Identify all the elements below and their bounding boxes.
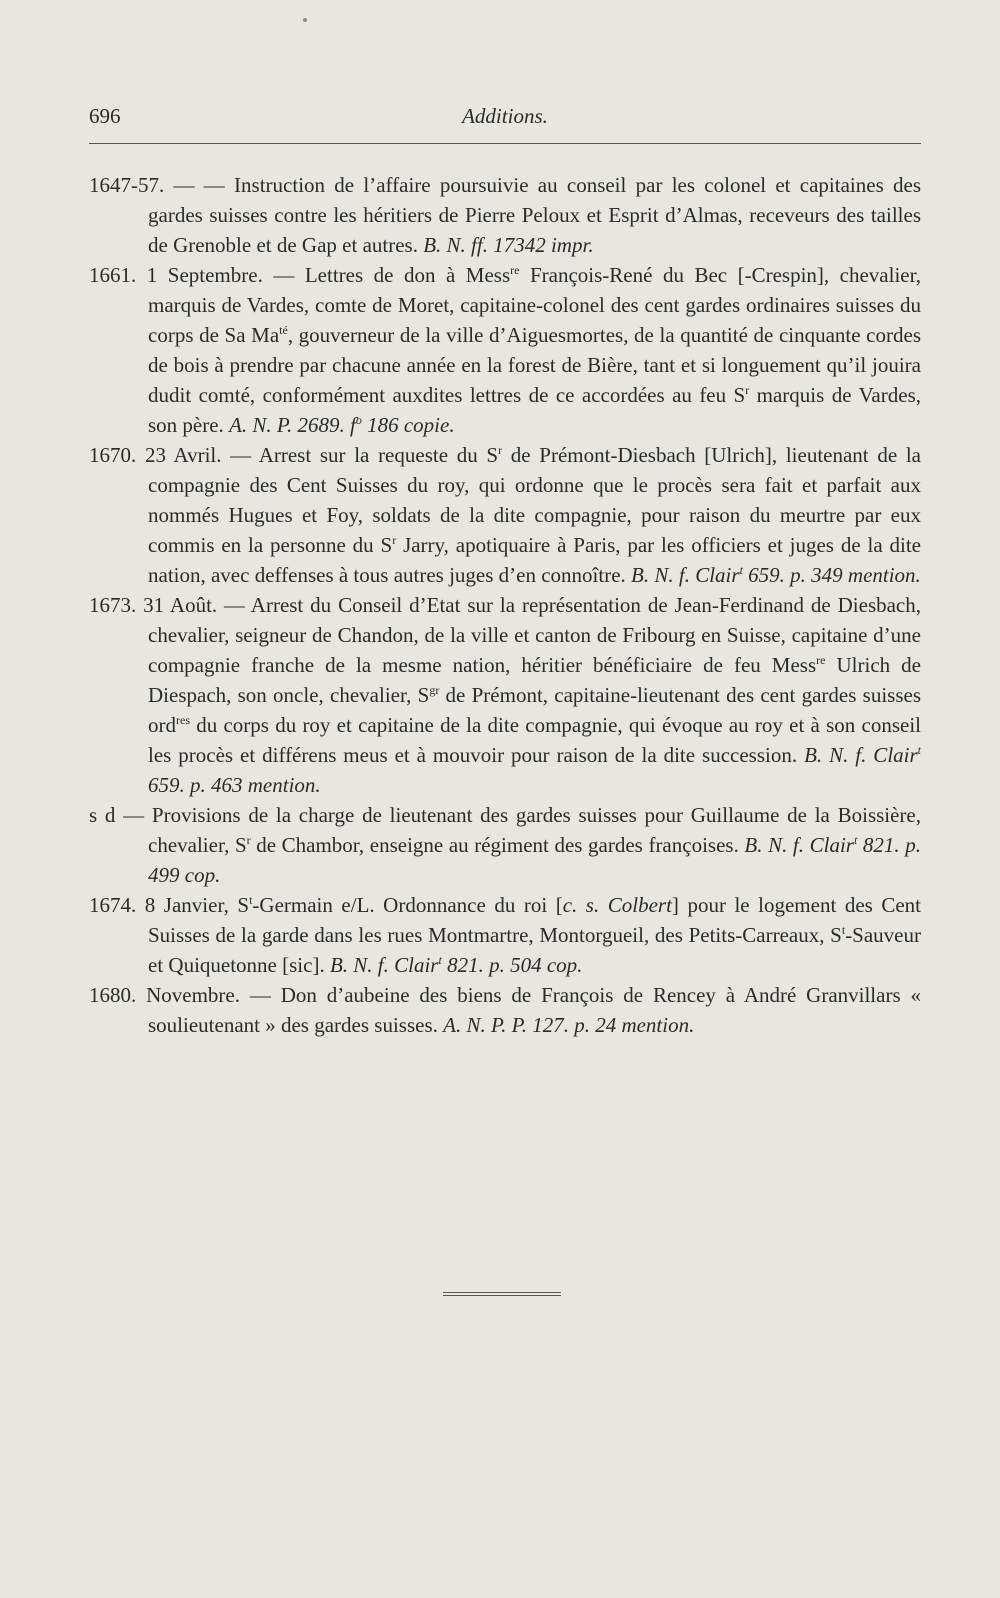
entry-text: Jarry, apotiquaire à Paris, par les officiers et juges de la dite nation, avec deffenses à tous autres juges d’en connoître. bbox=[148, 533, 921, 587]
source-text: 659. p. 349 mention. bbox=[742, 563, 921, 587]
end-rule-line bbox=[443, 1295, 561, 1296]
entry-sd bbox=[89, 800, 921, 890]
entry-superscript: té bbox=[279, 323, 288, 337]
end-rule bbox=[443, 1292, 561, 1298]
entry-date: 1647-57. bbox=[89, 173, 165, 197]
source-text: B. N. f. Clair bbox=[329, 953, 439, 977]
entry-superscript: r bbox=[392, 533, 397, 547]
entry-text: du corps du roy et capitaine de la dite compagnie, qui évoque au roy et à son conseil les procès et différens meus et à mouvoir pour raison de la dite succession. bbox=[148, 713, 921, 767]
entry-text: François-René du Bec [-Crespin], chevalier, marquis de Vardes, comte de Moret, capitaine-colonel des cent gardes ordinaires suisses du corps de Sa Ma bbox=[148, 263, 922, 347]
entry-text: marquis de Vardes, son père. bbox=[148, 383, 921, 437]
entry-text: — — Instruction de l’affaire poursuivie au conseil par les colonel et capitaines des gardes suisses contre les héritiers de Pierre Peloux et Esprit d’Almas, receveurs des tailles de Grenoble et de Gap et autres. bbox=[148, 173, 922, 257]
entry-1647 bbox=[89, 170, 921, 260]
source-superscript: t bbox=[917, 743, 921, 757]
header-rule bbox=[89, 143, 921, 144]
entry-1661 bbox=[89, 260, 921, 440]
entry-source: B. N. ff. 17342 impr. bbox=[423, 233, 594, 257]
entry-superscript: r bbox=[745, 383, 750, 397]
entry-superscript: re bbox=[816, 653, 826, 667]
entry-1673 bbox=[89, 590, 921, 800]
entry-date: 1673. bbox=[89, 593, 137, 617]
source-superscript: t bbox=[739, 563, 743, 577]
running-title: Additions. bbox=[462, 104, 548, 128]
entry-source bbox=[631, 563, 921, 587]
entry-superscript: res bbox=[176, 713, 190, 727]
entry-text: — Provisions de la charge de lieutenant des gardes suisses pour Guillaume de la Boissière, chevalier, S bbox=[123, 803, 922, 857]
entry-superscript: t bbox=[249, 893, 253, 907]
source-text: 821. p. 504 cop. bbox=[441, 953, 583, 977]
source-superscript: t bbox=[853, 833, 858, 847]
entry-text: de Prémont, capitaine-lieutenant des cent gardes suisses ord bbox=[148, 683, 921, 737]
source-text: B. N. f. Clair bbox=[804, 743, 918, 767]
entry-text: Novembre. — Don d’aubeine des biens de François de Rencey à André Granvillars « soulieutenant » des gardes suisses. bbox=[146, 983, 921, 1037]
entry-date: 1661. bbox=[89, 263, 137, 287]
entry-superscript: r bbox=[246, 833, 251, 847]
entries-list bbox=[89, 170, 921, 1040]
entry-text: -Germain e/L. Ordonnance du roi [ bbox=[252, 893, 563, 917]
page-number: 696 bbox=[89, 104, 121, 128]
entry-date: 1674. bbox=[89, 893, 137, 917]
entry-superscript: gr bbox=[429, 683, 440, 697]
entry-text: 23 Avril. — Arrest sur la requeste du S bbox=[144, 443, 499, 467]
page-header bbox=[89, 104, 921, 144]
entry-1670 bbox=[89, 440, 921, 590]
entry-superscript: re bbox=[510, 263, 520, 277]
entry-date: 1680. bbox=[89, 983, 137, 1007]
entry-superscript: t bbox=[841, 923, 846, 937]
end-rule-line bbox=[443, 1292, 561, 1293]
entry-1680 bbox=[89, 980, 921, 1040]
entry-source bbox=[229, 413, 455, 437]
entry-text: 8 Janvier, S bbox=[144, 893, 250, 917]
entry-source: A. N. P. P. 127. p. 24 mention. bbox=[443, 1013, 695, 1037]
entry-1674 bbox=[89, 890, 921, 980]
source-text: A. N. P. 2689. f bbox=[229, 413, 356, 437]
source-superscript: o bbox=[355, 413, 362, 427]
ink-speck bbox=[303, 18, 307, 22]
entry-superscript: r bbox=[498, 443, 503, 457]
source-superscript: t bbox=[438, 953, 442, 967]
source-text: B. N. f. Clair bbox=[744, 833, 854, 857]
entry-text: 1 Septembre. — Lettres de don à Mess bbox=[146, 263, 511, 287]
source-text: 659. p. 463 mention. bbox=[148, 773, 321, 797]
entry-text: de Chambor, enseigne au régiment des gardes françoises. bbox=[250, 833, 739, 857]
source-text: 821. p. 499 cop. bbox=[148, 833, 921, 887]
entry-source bbox=[330, 953, 582, 977]
entry-text: -Sauveur et Quiquetonne [sic]. bbox=[148, 923, 921, 977]
entry-date: s d bbox=[89, 803, 116, 827]
entry-date: 1670. bbox=[89, 443, 137, 467]
entry-text: 31 Août. — Arrest du Conseil d’Etat sur la représentation de Jean-Ferdinand de Diesbach, chevalier, seigneur de Chandon, de la ville et canton de Fribourg en Suisse, capitaine d’une compagnie franche de la mesme nation, héritier bénéficiaire de feu Mess bbox=[143, 593, 922, 677]
entry-text: , gouverneur de la ville d’Aiguesmortes, de la quantité de cinquante cordes de bois à prendre par chacune année en la forest de Bière, tant et si longuement qu’il jouira dudit comté, conformément auxdites lettres de ce accordées au feu S bbox=[148, 323, 921, 407]
entry-text: Ulrich de Diespach, son oncle, chevalier, S bbox=[148, 653, 921, 707]
entry-italic: c. s. Colbert bbox=[562, 893, 672, 917]
entry-text: de Prémont-Diesbach [Ulrich], lieutenant de la compagnie des Cent Suisses du roy, qui ordonne que le procès sera fait et parfait aux nommés Hugues et Foy, soldats de la dite compagnie, pour raison du meurtre par eux commis en la personne du S bbox=[148, 443, 921, 557]
source-text: 186 copie. bbox=[361, 413, 455, 437]
entry-text: ] pour le logement des Cent Suisses de la garde dans les rues Montmartre, Montorgueil, des Petits-Carreaux, S bbox=[148, 893, 921, 947]
source-text: B. N. f. Clair bbox=[631, 563, 740, 587]
